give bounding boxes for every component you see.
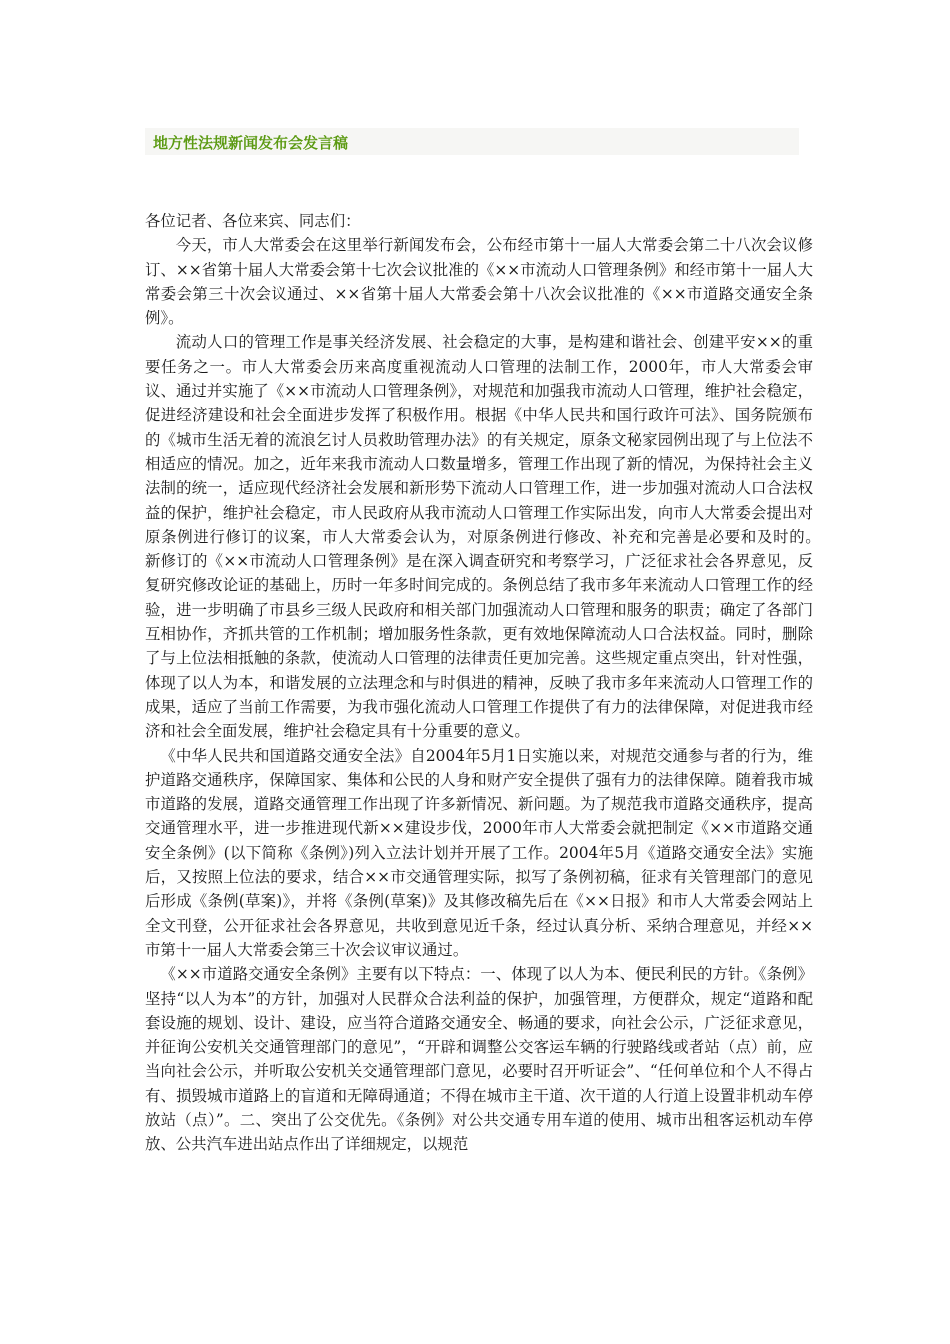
document-title: 地方性法规新闻发布会发言稿 bbox=[153, 134, 349, 152]
paragraph-traffic-law: 《中华人民共和国道路交通安全法》自2004年5月1日实施以来，对规范交通参与者的行为，维护道路交通秩序，保障国家、集体和公民的人身和财产安全提供了强有力的法律保障。随着我市城市道路的发展，道路交通管理工作出现了许多新情况、新问题。为了规范我市道路交通秩序，提高交通管理水平，进一步推进现代新××建设步伐，2000年市人大常委会就把制定《××市道路交通安全条例》(以下简称《条例》)列入立法计划并开展了工作。2004年5月《道路交通安全法》实施后，又按照上位法的要求，结合××市交通管理实际，拟写了条例初稿，征求有关管理部门的意见后形成《条例(草案)》，并将《条例(草案)》及其修改稿先后在《××日报》和市人大常委会网站上全文刊登，公开征求社会各界意见，共收到意见近千条，经过认真分析、采纳合理意见，并经××市第十一届人大常委会第三十次会议审议通过。 bbox=[145, 746, 813, 959]
document-body bbox=[145, 209, 844, 1157]
paragraph-intro: 今天，市人大常委会在这里举行新闻发布会，公布经市第十一届人大常委会第二十八次会议修订、××省第十届人大常委会第十七次会议批准的《××市流动人口管理条例》和经市第十一届人大常委会第三十次会议通过、××省第十届人大常委会第十八次会议批准的《××市道路交通安全条例》。 bbox=[145, 236, 813, 328]
paragraph-floating-population: 流动人口的管理工作是事关经济发展、社会稳定的大事，是构建和谐社会、创建平安××的重要任务之一。市人大常委会历来高度重视流动人口管理的法制工作，2000年，市人大常委会审议、通过并实施了《××市流动人口管理条例》，对规范和加强我市流动人口管理，维护社会稳定，促进经济建设和社会全面进步发挥了积极作用。根据《中华人民共和国行政许可法》、国务院颁布的《城市生活无着的流浪乞讨人员救助管理办法》的有关规定，原条文秘家园例出现了与上位法不相适应的情况。加之，近年来我市流动人口数量增多，管理工作出现了新的情况，为保持社会主义法制的统一，适应现代经济社会发展和新形势下流动人口管理工作，进一步加强对流动人口合法权益的保护，维护社会稳定，市人民政府从我市流动人口管理工作实际出发，向市人大常委会提出对原条例进行修订的议案，市人大常委会认为，对原条例进行修改、补充和完善是必要和及时的。 新修订的《××市流动人口管理条例》是在深入调查研究和考察学习，广泛征求社会各界意见，反复研究修改论证的基础上，历时一年多时间完成的。条例总结了我市多年来流动人口管理工作的经验，进一步明确了市县乡三级人民政府和相关部门加强流动人口管理和服务的职责；确定了各部门互相协作，齐抓共管的工作机制；增加服务性条款，更有效地保障流动人口合法权益。同时，删除了与上位法相抵触的条款，使流动人口管理的法律责任更加完善。这些规定重点突出，针对性强，体现了以人为本，和谐发展的立法理念和与时俱进的精神，反映了我市多年来流动人口管理工作的成果，适应了当前工作需要，为我市强化流动人口管理工作提供了有力的法律保障，对促进我市经济和社会全面发展，维护社会稳定具有十分重要的意义。 bbox=[145, 333, 844, 741]
title-bar bbox=[145, 128, 799, 155]
paragraph-traffic-features: 《××市道路交通安全条例》主要有以下特点：一、体现了以人为本、便民利民的方针。《条例》坚持“以人为本”的方针，加强对人民群众合法利益的保护，加强管理，方便群众，规定“道路和配套设施的规划、设计、建设，应当符合道路交通安全、畅通的要求，向社会公示，广泛征求意见，并征询公安机关交通管理部门的意见”，“开辟和调整公交客运车辆的行驶路线或者站（点）前，应当向社会公示，并听取公安机关交通管理部门意见，必要时召开听证会”、“任何单位和个人不得占有、损毁城市道路上的盲道和无障碍通道；不得在城市主干道、次干道的人行道上设置非机动车停放站（点）”。二、突出了公交优先。《条例》对公共交通专用车道的使用、城市出租客运机动车停放、公共汽车进出站点作出了详细规定，以规范 bbox=[145, 965, 813, 1154]
greeting: 各位记者、各位来宾、同志们： bbox=[145, 212, 361, 230]
